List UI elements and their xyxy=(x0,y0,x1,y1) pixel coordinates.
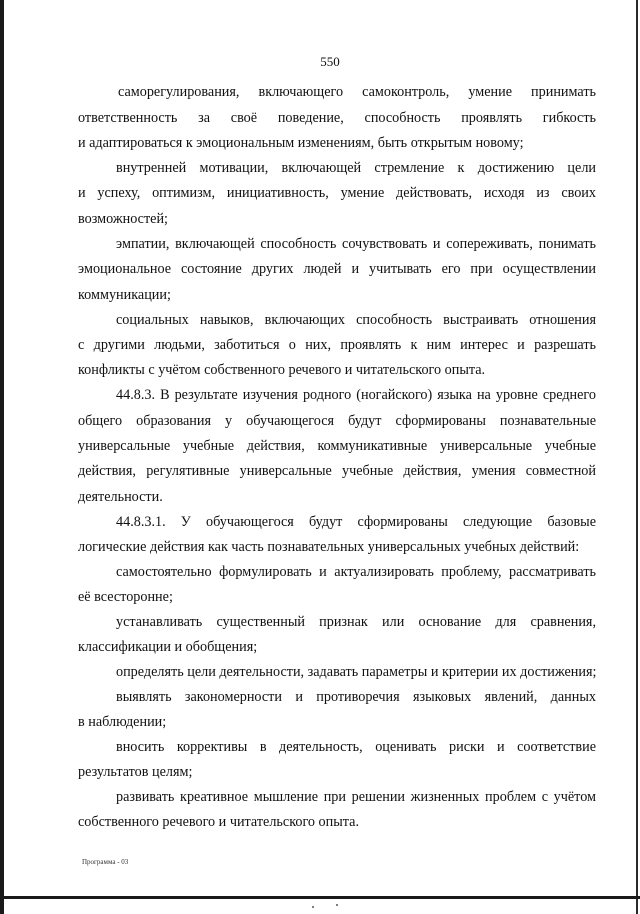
list-item-line: самостоятельно формулировать и актуализировать проблему, рассматривать xyxy=(116,564,596,580)
list-item-line: определять цели деятельности, задавать параметры и критерии их достижения; xyxy=(116,664,597,680)
text-line: её всесторонне; xyxy=(78,589,173,605)
list-item-line: выявлять закономерности и противоречия языковых явлений, данных xyxy=(116,689,596,705)
text-line: ответственность за своё поведение, способность проявлять гибкость xyxy=(78,110,596,126)
page-footer: Программа - 03 xyxy=(82,858,129,866)
text-line: классификации и обобщения; xyxy=(78,639,258,655)
text-line: собственного речевого и читательского опыта. xyxy=(78,814,359,830)
text-line: и успеху, оптимизм, инициативность, умение действовать, исходя из своих xyxy=(78,185,596,201)
text-line: эмоциональное состояние других людей и учитывать его при осуществлении xyxy=(78,261,596,277)
text-line: деятельности. xyxy=(78,489,163,505)
text-line: возможностей; xyxy=(78,211,168,227)
scan-speck xyxy=(312,906,314,908)
text-line: саморегулирования, включающего самоконтроль, умение принимать xyxy=(118,84,596,100)
scan-border-right xyxy=(636,0,638,914)
page-number: 550 xyxy=(320,54,340,69)
text-line: внутренней мотивации, включающей стремление к достижению цели xyxy=(116,160,596,176)
scan-speck xyxy=(336,904,338,906)
list-item-line: устанавливать существенный признак или основание для сравнения, xyxy=(116,614,596,630)
list-item-line: вносить коррективы в деятельность, оценивать риски и соответствие xyxy=(116,739,596,755)
text-line: эмпатии, включающей способность сочувствовать и сопереживать, понимать xyxy=(116,236,596,252)
text-line: коммуникации; xyxy=(78,287,171,303)
text-line: логические действия как часть познавательных универсальных учебных действий: xyxy=(78,539,580,555)
text-line: и адаптироваться к эмоциональным изменениям, быть открытым новому; xyxy=(78,135,524,151)
list-item-line: развивать креативное мышление при решении жизненных проблем с учётом xyxy=(116,789,596,805)
section-heading-line: 44.8.3.1. У обучающегося будут сформированы следующие базовые xyxy=(116,514,596,530)
text-line: в наблюдении; xyxy=(78,714,167,730)
text-line: действия, регулятивные универсальные учебные действия, умения совместной xyxy=(78,463,596,479)
scan-border-bottom xyxy=(0,896,640,899)
text-line: результатов целям; xyxy=(78,764,193,780)
section-heading-line: 44.8.3. В результате изучения родного (ногайского) языка на уровне среднего xyxy=(116,387,596,403)
scan-border-left xyxy=(0,0,4,914)
text-line: конфликты с учётом собственного речевого и читательского опыта. xyxy=(78,362,486,378)
text-line: с другими людьми, заботиться о них, проявлять к ним интерес и разрешать xyxy=(78,337,596,353)
text-line: общего образования у обучающегося будут сформированы познавательные xyxy=(78,413,596,429)
text-line: универсальные учебные действия, коммуникативные универсальные учебные xyxy=(78,438,596,454)
text-line: социальных навыков, включающих способность выстраивать отношения xyxy=(116,312,596,328)
